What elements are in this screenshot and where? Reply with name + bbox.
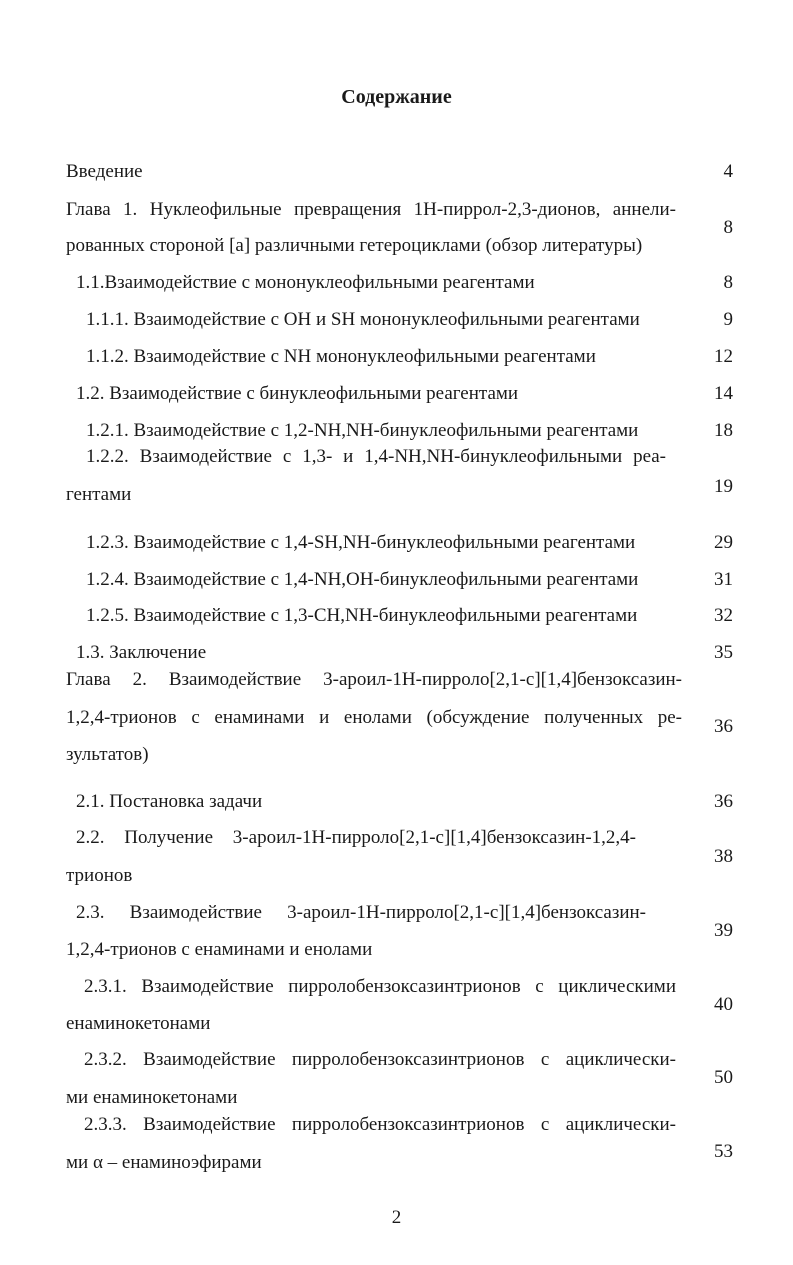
toc-entry-line: 2.3.1. Взаимодействие пирролобензоксазинтрионов с циклическими (84, 976, 676, 997)
toc-entry-line: трионов (66, 865, 133, 886)
toc-entry-line: 1.2.1. Взаимодействие с 1,2-NH,NH-бинуклеофильными реагентами (86, 420, 639, 441)
toc-entry-line: рованных стороной [a] различными гетероциклами (обзор литературы) (66, 235, 643, 256)
toc-entry-line: Введение (66, 161, 143, 182)
toc-entry-line: ми енаминокетонами (66, 1087, 238, 1108)
toc-entry-line: 2.3.2. Взаимодействие пирролобензоксазинтрионов с ациклически- (84, 1049, 676, 1070)
toc-page-number: 35 (714, 642, 733, 663)
toc-page-number: 12 (714, 346, 733, 367)
toc-entry-line: 1,2,4-трионов с енаминами и енолами (обсуждение полученных ре- (66, 707, 682, 728)
toc-entry-line: 1.2.2. Взаимодействие с 1,3- и 1,4-NH,NH-бинуклеофильными реа- (86, 446, 666, 467)
toc-page-number: 36 (714, 716, 733, 737)
page-title: Содержание (341, 86, 452, 108)
toc-page-number: 36 (714, 791, 733, 812)
toc-page-number: 14 (714, 383, 733, 404)
toc-page-number: 19 (714, 476, 733, 497)
toc-page-number: 18 (714, 420, 733, 441)
toc-entry-line: 2.1. Постановка задачи (76, 791, 263, 812)
toc-page-number: 32 (714, 605, 733, 626)
toc-entry-line: 1,2,4-трионов с енаминами и енолами (66, 939, 373, 960)
page-number-footer: 2 (391, 1207, 402, 1228)
toc-entry-line: гентами (66, 484, 132, 505)
toc-entry-line: Глава 1. Нуклеофильные превращения 1H-пиррол-2,3-дионов, аннели- (66, 199, 676, 220)
toc-entry-line: 1.3. Заключение (76, 642, 207, 663)
toc-page-number: 4 (723, 161, 733, 182)
toc-entry-line: 1.2.4. Взаимодействие с 1,4-NH,OH-бинуклеофильными реагентами (86, 569, 639, 590)
toc-entry-line: 1.1.1. Взаимодействие с OH и SH мононуклеофильными реагентами (86, 309, 640, 330)
toc-page-number: 9 (723, 309, 733, 330)
toc-entry-line: 1.2. Взаимодействие с бинуклеофильными реагентами (76, 383, 519, 404)
toc-page-number: 40 (714, 994, 733, 1015)
toc-page-number: 50 (714, 1067, 733, 1088)
toc-page-number: 38 (714, 846, 733, 867)
toc-entry-line: зультатов) (66, 744, 149, 765)
toc-page-number: 8 (723, 217, 733, 238)
toc-entry-line: 2.3. Взаимодействие 3-ароил-1H-пирроло[2,1-c][1,4]бензоксазин- (76, 902, 646, 923)
toc-entry-line: 1.2.3. Взаимодействие с 1,4-SH,NH-бинуклеофильными реагентами (86, 532, 636, 553)
toc-page-number: 31 (714, 569, 733, 590)
toc-entry-line: 2.3.3. Взаимодействие пирролобензоксазинтрионов с ациклически- (84, 1114, 676, 1135)
toc-page-number: 8 (723, 272, 733, 293)
toc-entry-line: 1.1.2. Взаимодействие с NH мононуклеофильными реагентами (86, 346, 596, 367)
toc-entry-line: Глава 2. Взаимодействие 3-ароил-1H-пирроло[2,1-c][1,4]бензоксазин- (66, 669, 682, 690)
toc-entry-line: 2.2. Получение 3-ароил-1H-пирроло[2,1-c][1,4]бензоксазин-1,2,4- (76, 827, 636, 848)
toc-page-number: 53 (714, 1141, 733, 1162)
toc-page-number: 29 (714, 532, 733, 553)
toc-entry-line: 1.1.Взаимодействие с мононуклеофильными реагентами (76, 272, 535, 293)
toc-entry-line: 1.2.5. Взаимодействие с 1,3-CH,NH-бинуклеофильными реагентами (86, 605, 638, 626)
toc-page-number: 39 (714, 920, 733, 941)
toc-entry-line: енаминокетонами (66, 1013, 211, 1034)
toc-entry-line: ми α – енаминоэфирами (66, 1152, 262, 1173)
